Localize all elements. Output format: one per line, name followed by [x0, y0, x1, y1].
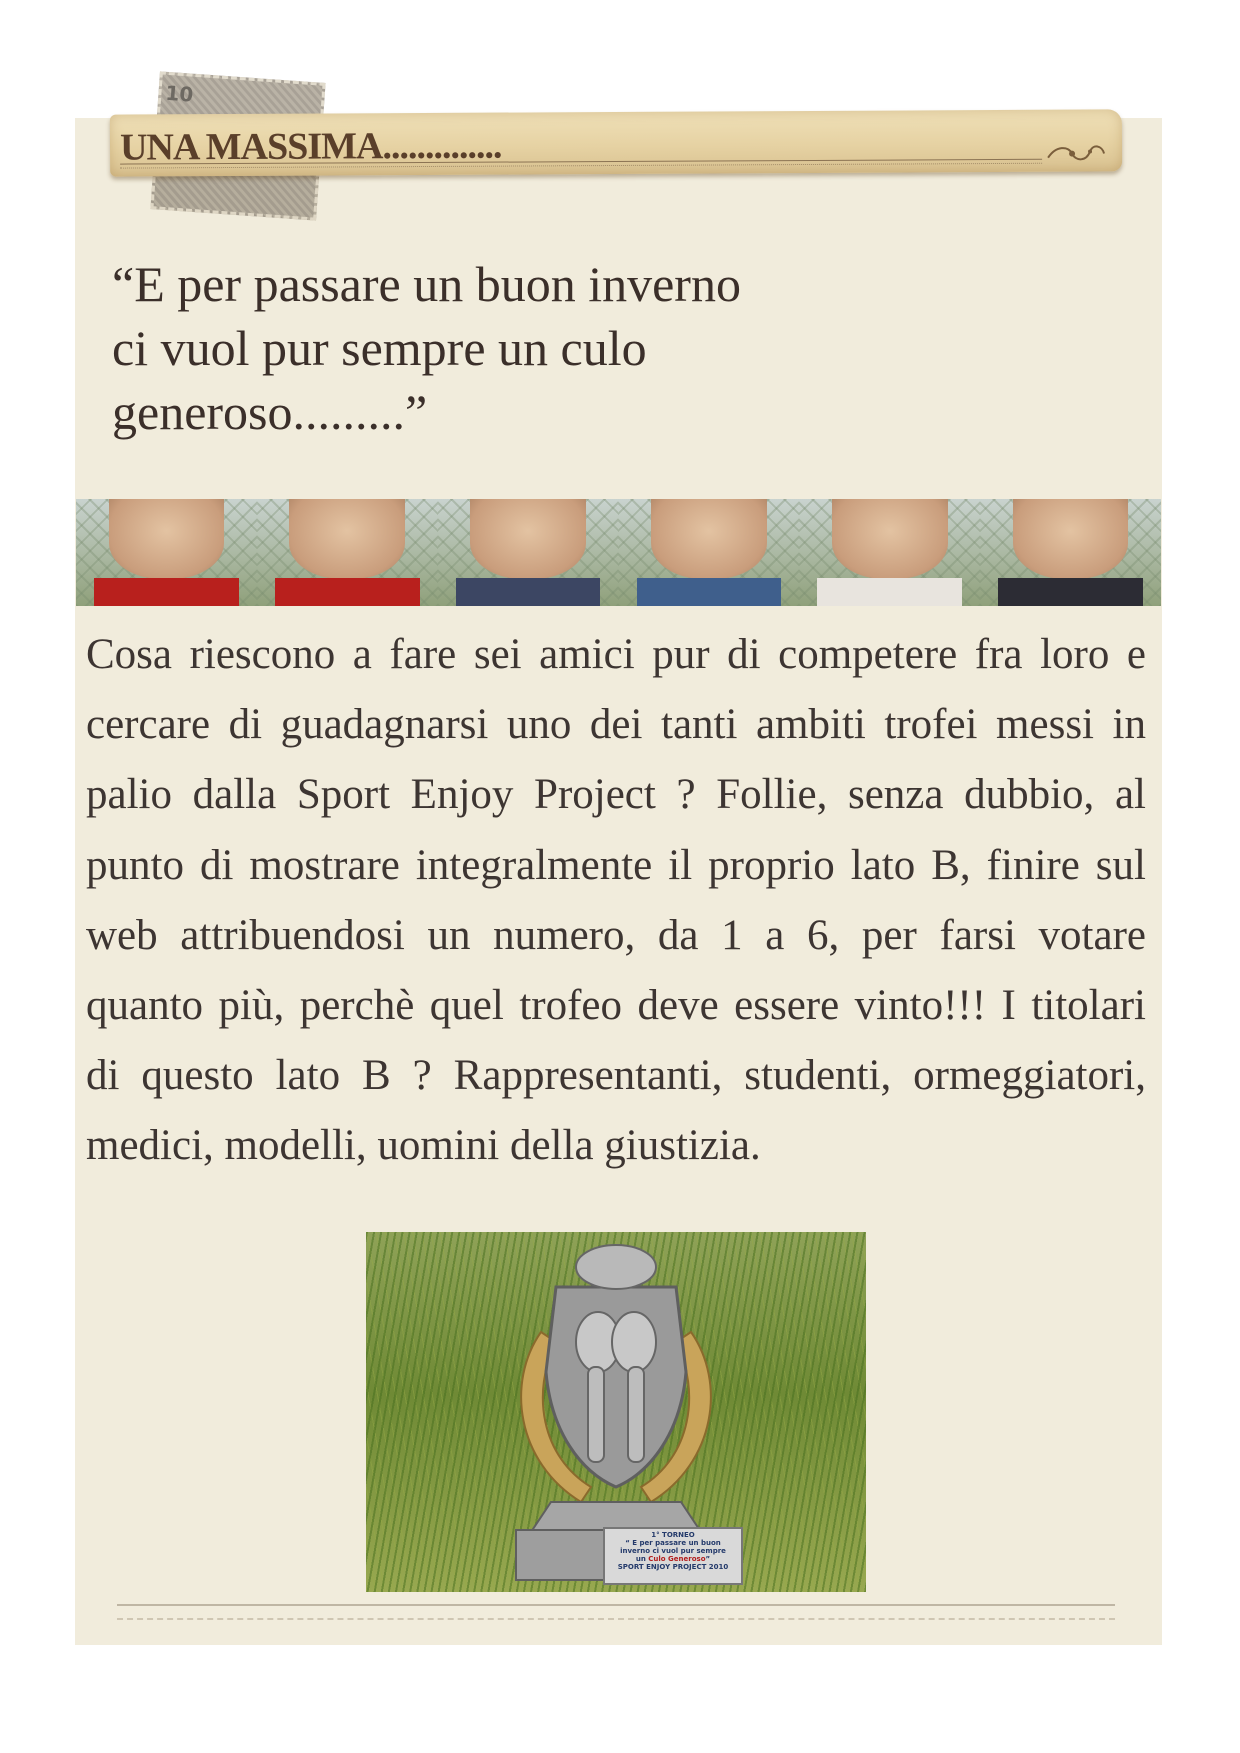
bottom-rule-dashed: [117, 1618, 1115, 1620]
plaque-line: [608, 1555, 738, 1563]
bottom-rule: [117, 1604, 1115, 1606]
flourish-icon: [1046, 137, 1106, 167]
plaque-highlight: Culo Generoso: [648, 1555, 706, 1563]
banner-title: UNA MASSIMA..............: [119, 124, 502, 169]
strip-photo-1: [76, 499, 257, 606]
quote-line: “E per passare un buon inverno: [112, 256, 741, 312]
plaque-org: SPORT ENJOY PROJECT: [617, 1563, 707, 1571]
body-paragraph: Cosa riescono a fare sei amici pur di competere fra loro e cercare di guadagnarsi uno dei tanti ambiti trofei messi in palio dalla Sport Enjoy Project ? Follie, senza dubbio, al punto di mostrare integralmente il proprio lato B, finire sul web attribuendosi un numero, da 1 a 6, per farsi votare quanto più, perchè quel trofeo deve essere vinto!!! I titolari di questo lato B ? Rappresentanti, studenti, ormeggiatori, medici, modelli, uomini della giustizia.: [86, 631, 1146, 1170]
strip-photo-6: [980, 499, 1161, 606]
plaque-line: inverno ci vuol pur sempre: [620, 1547, 726, 1555]
strip-photo-3: [438, 499, 619, 606]
header-banner: [110, 109, 1122, 176]
stamp-number: 10: [164, 80, 195, 107]
plaque-line: 1° TORNEO: [651, 1531, 695, 1539]
strip-photo-4: [618, 499, 799, 606]
trophy-photo: [366, 1232, 866, 1592]
plaque-year: 2010: [708, 1563, 729, 1571]
strip-photo-5: [799, 499, 980, 606]
quote-line: ci vuol pur sempre un culo: [112, 320, 647, 376]
trophy-plaque: [608, 1531, 738, 1571]
plaque-line: [608, 1563, 738, 1571]
plaque-text: un: [635, 1555, 649, 1563]
photo-strip: [76, 499, 1161, 606]
strip-photo-2: [257, 499, 438, 606]
plaque-text: ”: [705, 1555, 711, 1563]
plaque-line: “ E per passare un buon: [625, 1539, 721, 1547]
quote-line: generoso.........”: [112, 384, 428, 440]
quote: [112, 252, 892, 444]
